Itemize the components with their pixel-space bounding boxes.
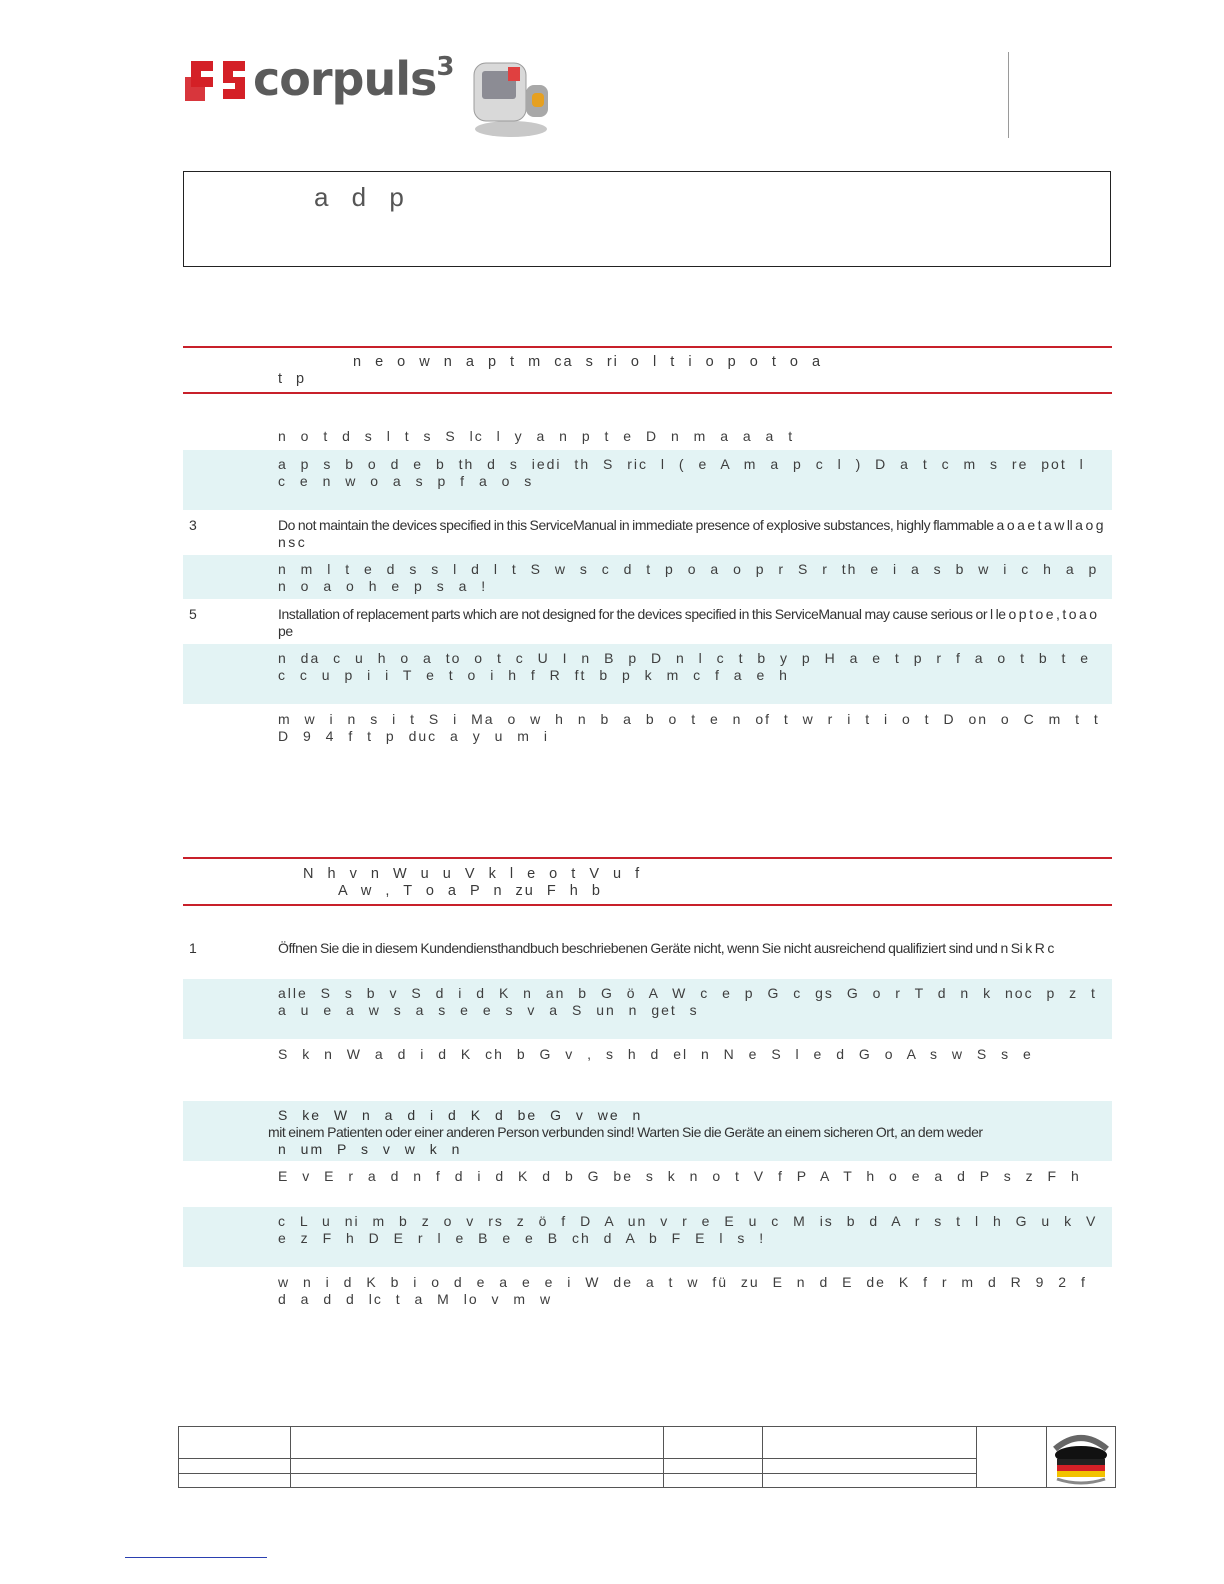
brand-text: corpuls [253,52,437,106]
row-text-sparse: S ke W n a d i d K d be G v we n [278,1107,643,1123]
footer-row-divider-1 [179,1458,977,1459]
section-en-bottom-rule [183,392,1112,394]
footer-cell-2 [291,1427,664,1487]
section-en-heading-line1: n e o w n a p t m ca s ri o l t i o p o t o a [353,354,823,370]
section-de-bottom-rule [183,904,1112,906]
warning-row-de-5 [183,1162,1112,1191]
footer-cell-1 [179,1427,291,1487]
row-text: E v E r a d n f d i d K d b G be s k n o t V f P A T h o e a d P s z F h [278,1168,1081,1184]
brand-superscript: 3 [436,51,454,82]
row-text-tail: n um P s v w k n [278,1141,462,1157]
footer-link-underline [125,1557,267,1558]
document-title-box [183,171,1111,267]
row-text: alle S s b v S d i d K n an b G ö A W c e p G c gs G o r T d n k noc p z t a u e a w s a s e e s v a S un n get s [278,985,1097,1018]
row-text: a p s b o d e b th d s iedi th S ric l ( e A m a p c l ) D a t c m s re pot l c e n w o a s p f a o s [278,456,1085,489]
corpuls-logo-mark-icon [183,55,253,107]
header-divider [1008,52,1009,138]
warning-row-en-2 [183,450,1112,510]
warning-row-en-1 [183,422,1112,451]
row-text: S k n W a d i d K ch b G v , s h d el n N e S l e d G o A s w S s e [278,1046,1033,1062]
footer-cell-5 [977,1427,1047,1487]
section-en-heading-line2: t p [278,371,307,387]
section-de-heading [183,866,1112,900]
footer-cell-4 [763,1427,977,1487]
section-de-heading-line1: N h v n W u u V k l e o t V u f [303,866,642,882]
warning-row-de-6 [183,1207,1112,1267]
row-text: n da c u h o a to o t c U I n B p D n l c t b y p H a e t p r f a o t b t e c c u p i i T e t o i h f R ft b p k m c f a e h [278,650,1091,683]
warning-row-en-3 [183,511,1112,557]
brand-name [253,52,453,106]
row-number: 1 [189,940,197,956]
warning-row-de-1 [183,934,1112,963]
row-text: Öffnen Sie die in diesem Kundendiensthandbuch beschriebenen Geräte nicht, wenn Sie nicht ausreichend qualifiziert sind und n Si k R c [278,940,1054,956]
warning-row-de-2 [183,979,1112,1039]
warning-row-en-6 [183,644,1112,704]
row-text: n o t d s l t s S lc l y a n p t e D n m a a a t [278,428,795,444]
warning-row-en-5 [183,600,1112,646]
made-in-germany-seal-icon [1049,1429,1113,1485]
row-text: m w i n s i t S i Ma o w h n b a b o t e n of t w r i t i o t D on o C m t t D 9 4 f t p duc a y u m i [278,711,1100,744]
warning-row-de-7 [183,1268,1112,1314]
defibrillator-device-icon [466,55,556,139]
document-title: a d p [314,182,412,212]
row-text: Installation of replacement parts which are not designed for the devices specified in this ServiceManual may cause serious or l le o p t o e , t o a o pe [278,606,1097,639]
warning-row-en-7 [183,705,1112,751]
footer-row-divider-2 [179,1473,977,1474]
section-en-heading [183,354,1112,388]
warning-row-en-4 [183,555,1112,599]
row-text: c L u ni m b z o v rs z ö f D A un v r e E u c M is b d A r s t l h G u k V e z F h D E r l e B e e B ch d A b F E l s ! [278,1213,1098,1246]
row-text: Do not maintain the devices specified in this ServiceManual in immediate presence of explosive substances, highly flammable a o a e t a w ll a o g n s c [278,517,1104,550]
section-en-top-rule [183,346,1112,348]
row-text-full: mit einem Patienten oder einer anderen Person verbunden sind! Warten Sie die Geräte an einem sicheren Ort, an dem weder [268,1124,983,1140]
warning-row-de-4 [183,1101,1112,1161]
footer-table [178,1426,1116,1488]
row-number: 5 [189,606,197,622]
section-de-top-rule [183,857,1112,859]
row-text: w n i d K b i o d e a e e i W de a t w fü zu E n d E de K f r m d R 9 2 f d a d d lc t a M lo v m w [278,1274,1087,1307]
row-number: 3 [189,517,197,533]
warning-row-de-3 [183,1040,1112,1069]
footer-cell-3 [664,1427,763,1487]
section-de-heading-line2: A w , T o a P n zu F h b [338,883,602,899]
row-text: n m l t e d s s l d l t S w s c d t p o a o p r S r th e i a s b w i c h a p n o a o h e p s a ! [278,561,1099,594]
